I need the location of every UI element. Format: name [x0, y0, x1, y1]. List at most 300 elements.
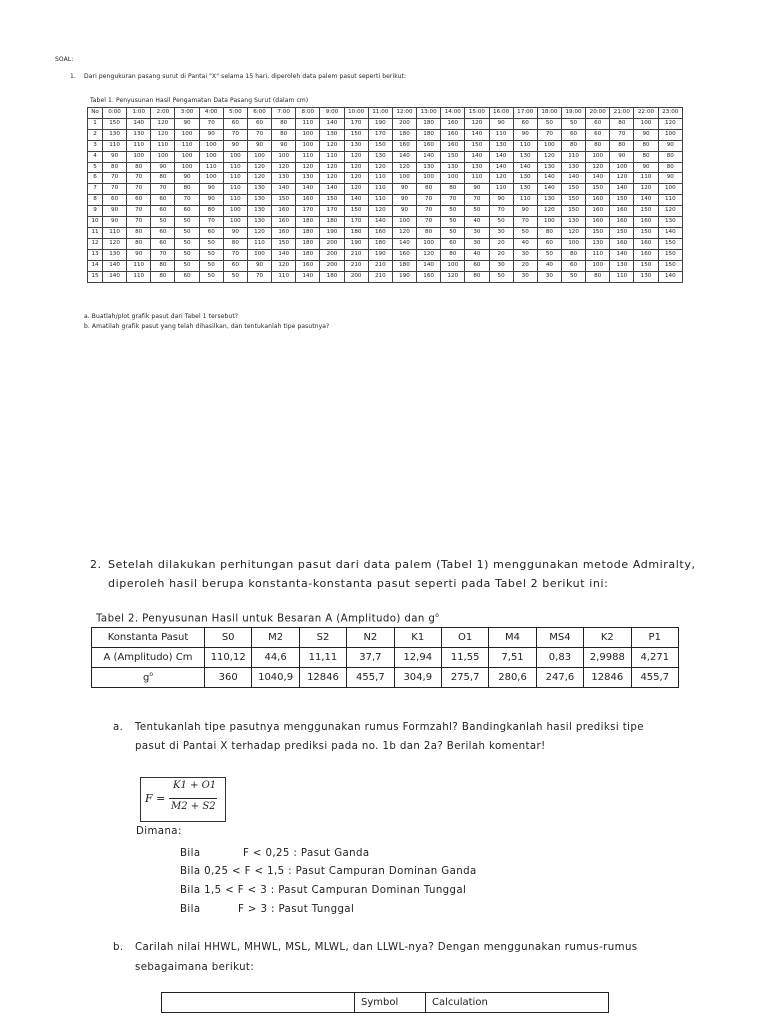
table1-value-cell: 70	[489, 206, 513, 217]
table1-header-cell: 0:00	[103, 108, 127, 119]
table1-value-cell: 120	[103, 238, 127, 249]
table1-value-cell: 140	[513, 162, 537, 173]
table1-value-cell: 50	[199, 238, 223, 249]
table1-value-cell: 180	[296, 238, 320, 249]
table1-value-cell: 100	[392, 217, 416, 228]
table1-value-cell: 110	[634, 173, 658, 184]
table2-caption: Tabel 2. Penyusunan Hasil untuk Besaran A (Amplitudo) dan $g^o$	[96, 612, 440, 625]
table1-value-cell: 170	[344, 217, 368, 228]
table1-header-cell: 21:00	[610, 108, 634, 119]
table2-header-cell: N2	[347, 628, 394, 648]
table1-value-cell: 60	[513, 118, 537, 129]
table1-value-cell: 110	[223, 173, 247, 184]
table1-value-cell: 110	[465, 173, 489, 184]
table1-value-cell: 40	[513, 238, 537, 249]
table1-value-cell: 210	[344, 249, 368, 260]
table1-value-cell: 150	[272, 195, 296, 206]
q1-number: 1.	[70, 73, 76, 80]
table1-header-cell: 8:00	[296, 108, 320, 119]
table1-value-cell: 170	[344, 118, 368, 129]
table1-value-cell: 70	[417, 206, 441, 217]
table1-value-cell: 30	[513, 249, 537, 260]
q2-sub-b-label: b.	[113, 942, 124, 953]
table1-value-cell: 100	[296, 129, 320, 140]
table1-value-cell: 110	[320, 151, 344, 162]
table1-value-cell: 130	[247, 206, 271, 217]
table1-value-cell: 100	[537, 140, 561, 151]
table1-value-cell: 150	[634, 227, 658, 238]
table1-value-cell: 60	[561, 129, 585, 140]
table1-value-cell: 80	[417, 227, 441, 238]
table1-value-cell: 150	[103, 118, 127, 129]
table1-value-cell: 120	[247, 173, 271, 184]
table1-row	[88, 238, 683, 249]
table1-value-cell: 160	[586, 206, 610, 217]
table2-a-cell: 12,94	[394, 648, 441, 668]
table1-value-cell: 150	[634, 260, 658, 271]
q1-sub-a: a. Buatlah/plot grafik pasut dari Tabel 1 tersebut?	[84, 313, 239, 320]
table1-tide-observations	[87, 107, 683, 283]
table1-value-cell: 60	[247, 118, 271, 129]
condition-3: Bila 1,5 < F < 3 : Pasut Campuran Dominan Tunggal	[180, 885, 467, 896]
table1-value-cell: 120	[344, 151, 368, 162]
table1-value-cell: 150	[344, 129, 368, 140]
table1-value-cell: 130	[537, 195, 561, 206]
table1-value-cell: 180	[296, 217, 320, 228]
table1-value-cell: 160	[272, 227, 296, 238]
table1-value-cell: 110	[513, 195, 537, 206]
table1-value-cell: 70	[247, 271, 271, 282]
table2-header-cell: M4	[489, 628, 536, 648]
table1-header-cell: 2:00	[151, 108, 175, 119]
table1-value-cell: 90	[223, 140, 247, 151]
table1-value-cell: 60	[151, 227, 175, 238]
table1-value-cell: 50	[537, 249, 561, 260]
table1-value-cell: 50	[175, 238, 199, 249]
table1-header-cell: 23:00	[658, 108, 682, 119]
table1-value-cell: 210	[368, 260, 392, 271]
table1-value-cell: 120	[465, 118, 489, 129]
table2-amplitude-row	[92, 648, 679, 668]
table1-value-cell: 110	[103, 140, 127, 151]
table1-value-cell: 60	[441, 238, 465, 249]
table1-value-cell: 80	[441, 249, 465, 260]
table1-value-cell: 80	[151, 271, 175, 282]
table2-phase-row	[92, 668, 679, 688]
table1-value-cell: 20	[489, 238, 513, 249]
table1-value-cell: 130	[513, 173, 537, 184]
table1-value-cell: 120	[296, 162, 320, 173]
table3-header-symbol: Symbol	[355, 993, 426, 1013]
table1-value-cell: 160	[441, 140, 465, 151]
table1-value-cell: 130	[103, 129, 127, 140]
table1-value-cell: 50	[199, 249, 223, 260]
table1-value-cell: 90	[127, 249, 151, 260]
table1-value-cell: 70	[417, 217, 441, 228]
table1-header-cell: 15:00	[465, 108, 489, 119]
table1-value-cell: 100	[658, 129, 682, 140]
table3-header-row	[162, 993, 609, 1013]
table1-value-cell: 100	[247, 151, 271, 162]
table1-day-cell: 14	[88, 260, 103, 271]
table1-value-cell: 80	[610, 118, 634, 129]
table1-value-cell: 110	[489, 184, 513, 195]
table1-value-cell: 200	[392, 118, 416, 129]
table1-value-cell: 130	[489, 140, 513, 151]
table1-value-cell: 70	[199, 217, 223, 228]
table1-value-cell: 140	[344, 195, 368, 206]
table1-value-cell: 70	[151, 249, 175, 260]
table1-value-cell: 140	[417, 260, 441, 271]
condition-2: Bila 0,25 < F < 1,5 : Pasut Campuran Dominan Ganda	[180, 866, 477, 877]
table1-value-cell: 70	[223, 249, 247, 260]
table1-value-cell: 120	[489, 173, 513, 184]
table1-header-cell: 7:00	[272, 108, 296, 119]
table1-value-cell: 80	[586, 271, 610, 282]
table1-value-cell: 100	[223, 151, 247, 162]
table1-value-cell: 80	[417, 184, 441, 195]
table1-day-cell: 1	[88, 118, 103, 129]
table1-value-cell: 30	[513, 271, 537, 282]
table1-value-cell: 50	[489, 271, 513, 282]
table1-day-cell: 8	[88, 195, 103, 206]
table1-value-cell: 120	[392, 162, 416, 173]
table1-value-cell: 150	[561, 195, 585, 206]
table1-value-cell: 110	[127, 140, 151, 151]
table1-value-cell: 130	[320, 129, 344, 140]
table1-value-cell: 110	[223, 195, 247, 206]
table1-value-cell: 130	[127, 129, 151, 140]
table1-value-cell: 180	[320, 217, 344, 228]
table1-value-cell: 140	[489, 151, 513, 162]
table1-value-cell: 120	[658, 118, 682, 129]
table1-value-cell: 140	[610, 249, 634, 260]
table1-row	[88, 206, 683, 217]
table1-header-cell: 3:00	[175, 108, 199, 119]
table1-value-cell: 100	[586, 151, 610, 162]
table1-value-cell: 70	[127, 206, 151, 217]
table2-header-cell: P1	[631, 628, 678, 648]
table2-header-cell: S2	[299, 628, 346, 648]
table1-value-cell: 80	[151, 260, 175, 271]
table1-value-cell: 70	[610, 129, 634, 140]
table1-value-cell: 120	[368, 206, 392, 217]
table1-value-cell: 150	[634, 206, 658, 217]
table1-value-cell: 80	[127, 238, 151, 249]
table3-header-calculation: Calculation	[426, 993, 609, 1013]
table1-value-cell: 100	[658, 184, 682, 195]
table1-value-cell: 160	[634, 238, 658, 249]
table1-value-cell: 120	[441, 271, 465, 282]
q2-sub-a-line2: pasut di Pantai X terhadap prediksi pada no. 1b dan 2a? Berilah komentar!	[135, 741, 546, 752]
table1-value-cell: 110	[247, 238, 271, 249]
table1-value-cell: 150	[272, 238, 296, 249]
table1-value-cell: 110	[610, 271, 634, 282]
table2-g-cell: 455,7	[631, 668, 678, 688]
table1-value-cell: 180	[344, 227, 368, 238]
table1-day-cell: 15	[88, 271, 103, 282]
table1-value-cell: 140	[658, 227, 682, 238]
table1-value-cell: 50	[513, 227, 537, 238]
table1-day-cell: 3	[88, 140, 103, 151]
table1-value-cell: 30	[465, 227, 489, 238]
table2-g-cell: 1040,9	[252, 668, 299, 688]
table1-value-cell: 130	[103, 249, 127, 260]
table1-row	[88, 227, 683, 238]
table1-value-cell: 140	[272, 184, 296, 195]
table1-value-cell: 130	[561, 162, 585, 173]
table1-body	[88, 118, 683, 282]
table1-value-cell: 50	[537, 118, 561, 129]
table1-value-cell: 130	[296, 173, 320, 184]
table1-value-cell: 80	[537, 227, 561, 238]
table1-value-cell: 110	[223, 184, 247, 195]
table1-value-cell: 50	[175, 260, 199, 271]
table1-value-cell: 90	[392, 206, 416, 217]
table1-value-cell: 100	[175, 162, 199, 173]
table2-g-cell: 360	[205, 668, 252, 688]
table1-value-cell: 180	[368, 238, 392, 249]
table1-value-cell: 170	[368, 129, 392, 140]
table1-value-cell: 90	[175, 118, 199, 129]
table1-header-cell: 4:00	[199, 108, 223, 119]
table1-value-cell: 50	[175, 227, 199, 238]
table2-header-cell: S0	[205, 628, 252, 648]
table1-value-cell: 160	[634, 217, 658, 228]
table1-row	[88, 118, 683, 129]
table1-value-cell: 100	[175, 151, 199, 162]
table1-value-cell: 160	[392, 140, 416, 151]
table2-g-cell: 280,6	[489, 668, 536, 688]
table2-header-cell: K1	[394, 628, 441, 648]
table1-value-cell: 160	[417, 271, 441, 282]
table1-value-cell: 50	[199, 260, 223, 271]
table1-value-cell: 90	[658, 140, 682, 151]
table1-value-cell: 70	[441, 195, 465, 206]
table1-value-cell: 120	[634, 184, 658, 195]
table1-value-cell: 70	[247, 129, 271, 140]
q2-number: 2.	[90, 558, 102, 571]
table1-value-cell: 180	[417, 129, 441, 140]
table1-value-cell: 80	[175, 184, 199, 195]
table1-value-cell: 100	[634, 118, 658, 129]
table1-value-cell: 150	[586, 184, 610, 195]
table1-value-cell: 140	[634, 195, 658, 206]
table1-value-cell: 90	[634, 162, 658, 173]
table2-g-cell: 247,6	[536, 668, 583, 688]
table1-value-cell: 140	[489, 162, 513, 173]
table1-value-cell: 140	[127, 118, 151, 129]
table1-value-cell: 120	[658, 206, 682, 217]
table2-a-cell: 11,55	[441, 648, 488, 668]
table1-day-cell: 10	[88, 217, 103, 228]
table1-value-cell: 90	[103, 217, 127, 228]
table1-value-cell: 110	[127, 271, 151, 282]
table1-value-cell: 100	[199, 140, 223, 151]
table1-value-cell: 160	[296, 260, 320, 271]
table1-value-cell: 60	[561, 260, 585, 271]
table1-header-cell: 12:00	[392, 108, 416, 119]
table1-value-cell: 120	[272, 260, 296, 271]
table1-value-cell: 180	[296, 227, 320, 238]
table1-value-cell: 100	[272, 151, 296, 162]
table3-water-levels	[161, 992, 609, 1013]
q1-text: Dari pengukuran pasang surut di Pantai "X" selama 15 hari, diperoleh data palem pasut seperti berikut:	[84, 73, 407, 80]
table1-value-cell: 80	[610, 140, 634, 151]
table1-value-cell: 90	[247, 260, 271, 271]
table1-value-cell: 190	[368, 118, 392, 129]
table1-value-cell: 150	[658, 260, 682, 271]
table1-value-cell: 50	[465, 206, 489, 217]
table1-value-cell: 80	[561, 249, 585, 260]
table1-value-cell: 100	[175, 129, 199, 140]
table1-value-cell: 90	[392, 195, 416, 206]
table1-value-cell: 130	[272, 173, 296, 184]
table1-value-cell: 100	[610, 162, 634, 173]
table1-value-cell: 120	[537, 151, 561, 162]
table1-value-cell: 120	[368, 162, 392, 173]
table1-value-cell: 30	[489, 260, 513, 271]
table1-value-cell: 30	[537, 271, 561, 282]
table1-row	[88, 249, 683, 260]
condition-1-text: F < 0,25 : Pasut Ganda	[243, 848, 370, 859]
table1-value-cell: 130	[368, 151, 392, 162]
table1-row	[88, 217, 683, 228]
table1-header-cell: 18:00	[537, 108, 561, 119]
table1-value-cell: 120	[247, 227, 271, 238]
table1-value-cell: 120	[344, 184, 368, 195]
table1-value-cell: 130	[658, 217, 682, 228]
condition-1-label: Bila	[180, 848, 201, 859]
table1-value-cell: 130	[247, 184, 271, 195]
formula-fraction-bar	[169, 798, 217, 799]
table1-value-cell: 150	[344, 206, 368, 217]
table1-value-cell: 70	[127, 184, 151, 195]
table1-value-cell: 80	[634, 151, 658, 162]
table1-value-cell: 120	[320, 162, 344, 173]
table1-header-cell: 5:00	[223, 108, 247, 119]
table2-a-cell: 4,271	[631, 648, 678, 668]
q1-sub-b: b. Amatilah grafik pasut yang telah dihasilkan, dan tentukanlah tipe pasutnya?	[84, 323, 330, 330]
formula-denominator: M2 + S2	[171, 801, 216, 812]
table1-value-cell: 60	[127, 195, 151, 206]
table1-header-row	[88, 108, 683, 119]
table2-g-cell: 275,7	[441, 668, 488, 688]
table1-value-cell: 80	[658, 162, 682, 173]
table1-value-cell: 120	[392, 227, 416, 238]
table1-value-cell: 100	[586, 260, 610, 271]
table1-value-cell: 70	[199, 118, 223, 129]
table1-value-cell: 130	[344, 140, 368, 151]
table1-value-cell: 90	[151, 162, 175, 173]
table1-row	[88, 184, 683, 195]
table1-value-cell: 180	[417, 118, 441, 129]
table2-a-cell: 2,9988	[584, 648, 631, 668]
table1-value-cell: 100	[223, 217, 247, 228]
table1-value-cell: 70	[151, 184, 175, 195]
table1-value-cell: 110	[151, 140, 175, 151]
table1-value-cell: 70	[103, 184, 127, 195]
table1-value-cell: 140	[561, 173, 585, 184]
table1-value-cell: 140	[586, 173, 610, 184]
table1-value-cell: 50	[561, 118, 585, 129]
table1-row	[88, 173, 683, 184]
table1-value-cell: 60	[223, 118, 247, 129]
table1-value-cell: 60	[465, 260, 489, 271]
table2-a-label: A (Amplitudo) Cm	[92, 648, 205, 668]
table1-value-cell: 190	[320, 227, 344, 238]
table1-value-cell: 120	[417, 249, 441, 260]
table2-tidal-constants	[91, 627, 679, 688]
q2-sub-b-line1: Carilah nilai HHWL, MHWL, MSL, MLWL, dan LLWL-nya? Dengan menggunakan rumus-rumus	[135, 942, 638, 953]
table2-a-cell: 44,6	[252, 648, 299, 668]
table1-value-cell: 150	[658, 249, 682, 260]
table2-a-cell: 11,11	[299, 648, 346, 668]
table1-value-cell: 200	[320, 249, 344, 260]
table2-header-cell: MS4	[536, 628, 583, 648]
table1-value-cell: 210	[344, 260, 368, 271]
table1-value-cell: 190	[344, 238, 368, 249]
table3-header-blank	[162, 993, 355, 1013]
table1-value-cell: 100	[223, 206, 247, 217]
table1-value-cell: 190	[392, 271, 416, 282]
q2-sub-a-line1: Tentukanlah tipe pasutnya menggunakan rumus Formzahl? Bandingkanlah hasil prediksi tipe	[135, 722, 644, 733]
table2-a-cell: 110,12	[205, 648, 252, 668]
table1-value-cell: 120	[561, 227, 585, 238]
table1-value-cell: 110	[223, 162, 247, 173]
table1-row	[88, 260, 683, 271]
table1-value-cell: 100	[441, 173, 465, 184]
table1-value-cell: 200	[344, 271, 368, 282]
table1-value-cell: 70	[223, 129, 247, 140]
q2-line1: Setelah dilakukan perhitungan pasut dari data palem (Tabel 1) menggunakan metode Admiralty,	[108, 558, 696, 571]
table1-value-cell: 50	[223, 271, 247, 282]
table1-value-cell: 130	[634, 271, 658, 282]
table1-value-cell: 110	[368, 184, 392, 195]
condition-4-text: F > 3 : Pasut Tunggal	[238, 904, 355, 915]
table1-value-cell: 150	[561, 184, 585, 195]
table1-value-cell: 110	[658, 195, 682, 206]
table1-value-cell: 120	[272, 162, 296, 173]
table1-value-cell: 100	[441, 260, 465, 271]
table1-row	[88, 271, 683, 282]
table1-value-cell: 160	[586, 217, 610, 228]
table1-value-cell: 90	[272, 140, 296, 151]
table1-value-cell: 170	[320, 206, 344, 217]
table2-g-cell: 12846	[299, 668, 346, 688]
table2-g-cell: 455,7	[347, 668, 394, 688]
table1-value-cell: 110	[561, 151, 585, 162]
table1-value-cell: 150	[610, 227, 634, 238]
table1-value-cell: 80	[103, 162, 127, 173]
table1-value-cell: 180	[392, 260, 416, 271]
table1-value-cell: 90	[223, 227, 247, 238]
table1-value-cell: 50	[489, 217, 513, 228]
table1-value-cell: 110	[368, 195, 392, 206]
table1-value-cell: 70	[513, 217, 537, 228]
table1-value-cell: 30	[489, 227, 513, 238]
table1-value-cell: 140	[296, 271, 320, 282]
table1-value-cell: 60	[175, 271, 199, 282]
table1-value-cell: 100	[417, 238, 441, 249]
dimana-label: Dimana:	[136, 826, 182, 837]
table1-value-cell: 100	[561, 238, 585, 249]
table1-value-cell: 100	[537, 217, 561, 228]
table1-header-cell: 11:00	[368, 108, 392, 119]
table1-day-cell: 11	[88, 227, 103, 238]
table1-header-cell: 10:00	[344, 108, 368, 119]
table1-value-cell: 160	[634, 249, 658, 260]
